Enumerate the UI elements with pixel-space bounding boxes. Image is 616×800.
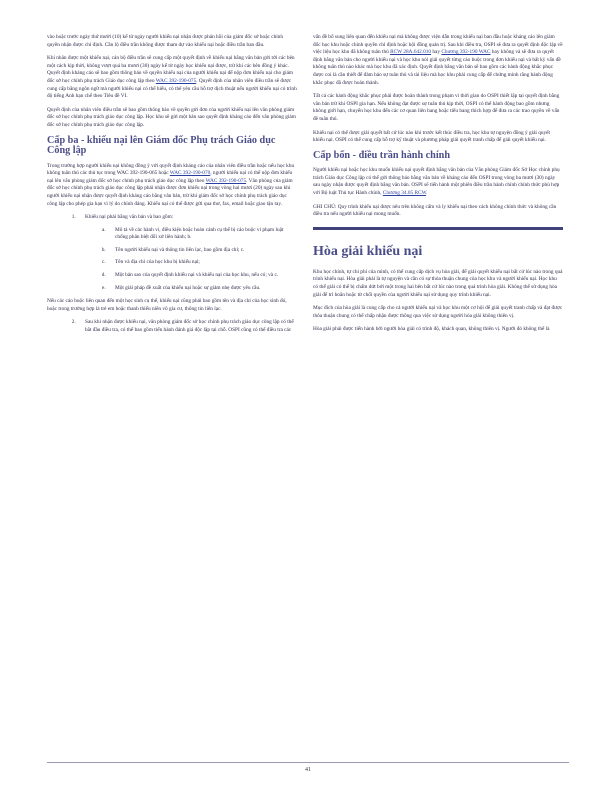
paragraph-text: , người khiếu nại có thể nộp đơn khiếu nại lên văn phòng giám đốc sở học chính phụ trách giáo dục công lập theo [47, 170, 293, 184]
rcw-link[interactable]: RCW 28A.642.010 [390, 49, 432, 56]
paragraph-text: hay không và sẽ đưa ra quyết định bằng văn bản cho người khiếu nại và học khu nói giải quyết từng cáo buộc trong đơn khiếu nại và bất kỳ vấn đề không tuân thủ nào khác mà học khu đã xác định. Quyết định bằng văn bản sẽ bao gồm các hành động khắc phục được coi là cần thiết để đảm bảo sự tuân thủ và tài liệu mà học khu phải cung cấp để chứng minh rằng hành động khắc phục đã được hoàn thành. [313, 49, 561, 86]
numbered-list [47, 319, 297, 334]
right-column [313, 34, 563, 340]
paragraph-text: Trong trường hợp người khiếu nại không đồng ý với quyết định kháng cáo của nhân viên điều trần hoặc nếu học khu không tuân thủ các thủ tục trong WAC 392-190-065 hoặc [47, 162, 295, 177]
list-item: 2. Sau khi nhận được khiếu nại, văn phòng giám đốc sở học chính phụ trách giáo dục công lập có thể bắt đầu điều tra, có thể bao gồm tiến hành đánh giá độc lập tại chỗ. OSPI cũng có thể điều tra các [77, 319, 297, 334]
section-heading-level-four: Cấp bốn - điều trần hành chính [313, 149, 451, 161]
wac-chapter-link[interactable]: Chương 392-190 WAC [441, 49, 491, 56]
paragraph-text: Người khiếu nại hoặc học khu muốn khiếu nại quyết định bằng văn bản của Văn phòng Giám đốc Sở Học chính phụ trách Giáo dục Công lập có thể gửi thông báo bằng văn bản về kháng cáo đến OSPI trong vòng ba mươi (30) ngày sau ngày nhận được quyết định bằng văn bản. OSPI sẽ tiến hành một phiên điều trần hành chính chính thức phù hợp với Bộ luật Thủ tục Hành chính, [313, 167, 560, 196]
list-item: e. Một giải pháp đề xuất của khiếu nại hoặc sự giảm nhẹ được yêu cầu. [107, 285, 297, 293]
left-column [47, 34, 297, 341]
paragraph-text: . Văn phòng của giám đốc sở học chính phụ trách giáo dục công lập phải nhận được đơn khiếu nại trong vòng hai mươi (20) ngày sau khi người khiếu nại nhận được quyết định kháng cáo bằng văn bản, trừ khi giám đốc sở học chính phụ trách giáo dục công lập cho phép gia hạn vì lý do chính đáng. Khiếu nại có thể được gửi qua thư, fax, email hoặc giao tận tay. [47, 177, 293, 207]
note-paragraph: GHI CHÚ: Quy trình khiếu nại được nêu trên không cấm và ly khiếu nại theo cách không chính thức và không cần điều tra nếu người khiếu nại mong muốn. [313, 203, 557, 218]
paragraph [47, 55, 297, 101]
lettered-list [85, 227, 297, 293]
paragraph: Quyết định của nhân viên điều trần sẽ bao gồm thông báo về quyền gửi đơn của người khiếu nại lên văn phòng giám đốc sở học chính phụ trách giáo dục công lập. Học khu sẽ gửi một bản sao quyết định kháng cáo đến văn phòng giám đốc sở học chính phụ trách giáo dục công lập. [47, 106, 296, 128]
paragraph: Hòa giải phải được tiến hành bởi người hòa giải có trình độ, khách quan, không thiên vị. Người đó không thể là [313, 326, 550, 333]
paragraph [313, 167, 563, 197]
paragraph-text: vấn đề bổ sung liên quan đến khiếu nại mà không được viện dẫn trong khiếu nại ban đầu hoặc kháng cáo lên giám đốc học khu hoặc chính quyền chỉ định hoặc hội đồng quản trị. Sau khi điều tra, OSPI sẽ đưa ra quyết định độc lập về việc liệu học khu đã không tuân thủ [313, 34, 563, 56]
paragraph [47, 163, 297, 209]
paragraph [313, 34, 563, 87]
paragraph: Khu học chính, tự chi phí của mình, có thể cung cấp dịch vụ hòa giải, để giải quyết khiếu nại bất cứ lúc nào trong quá trình khiếu nại. Hòa giải phải là tự nguyện và cần có sự thỏa thuận chung của học khu và người khiếu nại. Học khu có thể giải có thể bị chấm dứt bởi một trong hai bên bất cứ lúc nào trong quá trình hòa giải. Không thể sử dụng hòa giải để trì hoãn hoặc từ chối quyền của người khiếu nại sử dụng quy trình khiếu nại. [313, 268, 563, 298]
paragraph-text: Khi nhân được một khiếu nại, cán bộ điều trần sẽ cung cấp một quyết định về khiếu nại bằng văn bản gửi tới các bên một cách kịp thời, không vượt quá ba mươi (30) ngày kể từ ngày học khiếu nại được, trừ khi các bên đồng ý khác. Quyết định kháng cáo sẽ bao gồm thông báo về quyền khiếu nại của người khiếu nại để nộp đơn khiếu nại cho giám đốc sở học chính phụ trách Giáo dục công lập theo [47, 55, 295, 84]
paragraph-text: hay [431, 49, 441, 56]
paragraph-text: . Quyết định của nhân viên điều trần sẽ được cung cấp bằng ngôn ngữ mà người khiếu nại có thể hiểu, có thể yêu cầu hỗ trợ dịch thuật nếu người khiếu nại có trình độ tiếng Anh hạn chế theo Tiêu đề VI. [47, 77, 297, 100]
section-heading-level-three: Cấp ba - khiếu nại lên Giám đốc Phụ trách Giáo dục Công lập [47, 134, 276, 157]
list-item [77, 214, 297, 292]
paragraph: Tất cả các hành động khắc phục phải được hoàn thành trong phạm vi thời gian do OSPI thiết lập tại quyết định bằng văn bản trừ khi OSPI gia hạn. Nếu không đạt được sự tuân thủ kịp thời, OSPI có thể hành động bao gồm nhưng không giới hạn, chuyển học khu đến các cơ quan liên bang hoặc tiểu bang thích hợp để đưa ra các trao quyền về vấn đề tuân thủ. [313, 93, 560, 122]
paragraph: vào hoặc trước ngày thứ mười (10) kể từ ngày người khiếu nại nhận được phản hồi của giám đốc sở hoặc chính quyền nhận được chỉ định. Cần lộ điều trần không được tham dự vào khiếu nại hoặc điều trần ban đầu. [47, 34, 283, 48]
paragraph-text: . [426, 190, 428, 196]
paragraph: Nếu các cáo buộc liên quan đến một học sinh cụ thể, khiếu nại cũng phải bao gồm tên và địa chỉ của học sinh đó, hoặc trong trường hợp là trẻ em hoặc thanh thiếu niên vô gia cư, thông tin liên lạc. [47, 298, 287, 312]
numbered-list [47, 214, 297, 292]
paragraph: Khiếu nại có thể được giải quyết bất cứ lúc nào khi trước kết thúc điều tra, học khu tự nguyện đồng ý giải quyết khiếu nại. OSPI có thể cung cấp hỗ trợ kỹ thuật và phương pháp giải quyết tranh chấp để giải quyết khiếu nại. [313, 129, 550, 144]
wac-link[interactable]: WAC 392-190-075 [155, 77, 197, 84]
rcw-chapter-link[interactable]: Chương 34.05 RCW [382, 190, 427, 196]
wac-link[interactable]: WAC 392-190-075 [205, 177, 247, 184]
paragraph: Mục đích của hòa giải là cung cấp cho cả người khiếu nại và học khu một cơ hội để giải quyết tranh chấp và đạt được thỏa thuận chung có thể chấp nhận được thông qua việc sử dụng người hòa giải không thiên vị. [313, 305, 563, 319]
list-item-text: Khiếu nại phải bằng văn bản và bao gồm: [85, 214, 174, 221]
list-item: c. Tên và địa chỉ của học khu bị khiếu nại; [107, 259, 297, 267]
page-number: 41 [305, 767, 311, 773]
section-divider [313, 227, 563, 230]
list-item: b. Tên người khiếu nại và thông tin liên lạc, bao gồm địa chỉ; c. [107, 247, 297, 255]
footer-divider [47, 762, 569, 763]
list-item: d. Một bản sao của quyết định khiếu nại và khiếu nại của học khu, nếu có; và c. [107, 272, 297, 280]
wac-link[interactable]: WAC 392-190-070 [169, 170, 211, 177]
list-item: a. Mô tả về các hành vi, điều kiện hoặc hoàn cảnh cụ thể bị cáo buộc vi phạm luật chống phân biệt đối xử liên hành; b. [107, 227, 297, 242]
section-heading-mediation: Hòa giải khiếu nại [313, 243, 423, 259]
